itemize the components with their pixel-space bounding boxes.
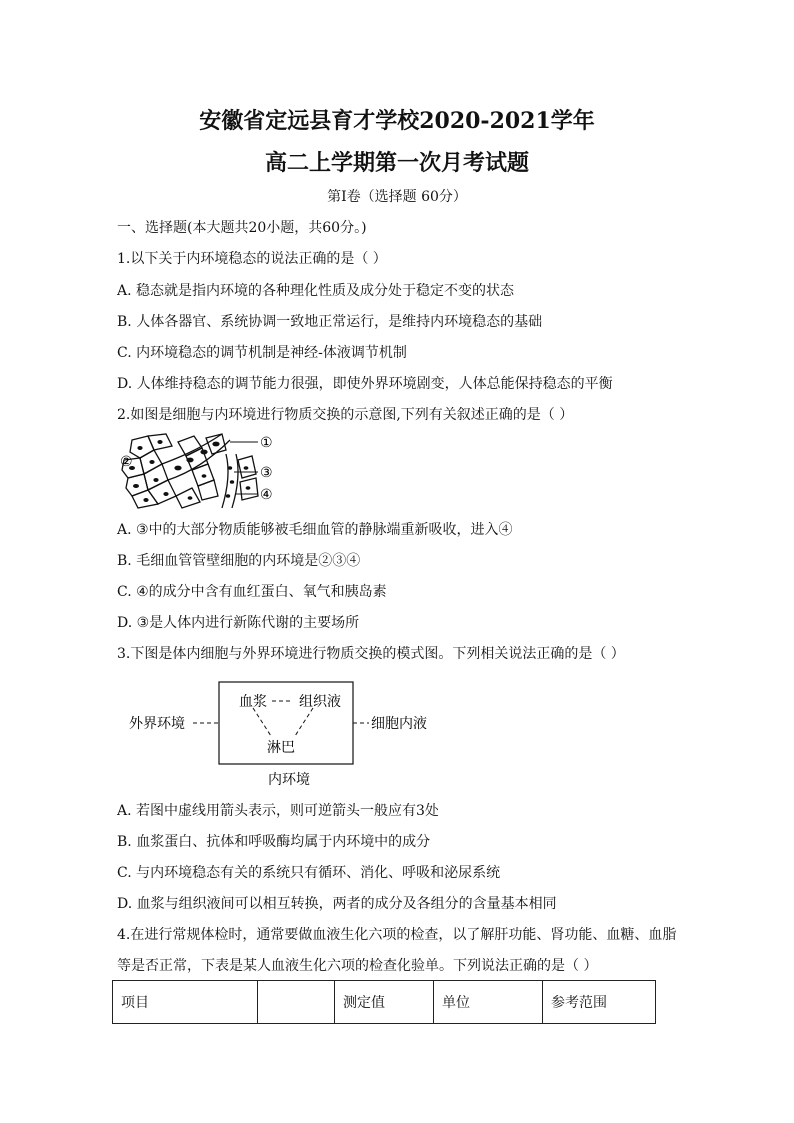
section-heading: 一、选择题(本大题共20小题，共60分。) xyxy=(117,220,367,236)
cell-exchange-figure xyxy=(118,430,278,512)
table-header-blank xyxy=(258,981,335,1024)
question-4-stem-line2: 等是否正常，下表是某人血液生化六项的检查化验单。下列说法正确的是（ ） xyxy=(117,958,598,974)
table-header-unit: 单位 xyxy=(434,981,543,1024)
diagram-plasma: 血浆 xyxy=(239,694,267,710)
diagram-intracellular-fluid: 细胞内液 xyxy=(371,716,427,732)
figure-label-3: ③ xyxy=(260,465,273,481)
question-2-option-b: B. 毛细血管管壁细胞的内环境是②③④ xyxy=(117,553,361,569)
diagram-external-environment: 外界环境 xyxy=(129,716,185,732)
diagram-caption: 内环境 xyxy=(268,772,310,788)
document-title-line1: 安徽省定远县育才学校2020-2021学年 xyxy=(199,108,595,134)
question-4-stem-line1: 4.在进行常规体检时，通常要做血液生化六项的检查，以了解肝功能、肾功能、血糖、血脂 xyxy=(117,927,677,943)
question-3-option-a: A. 若图中虚线用箭头表示，则可逆箭头一般应有3处 xyxy=(117,803,439,819)
document-title-line2: 高二上学期第一次月考试题 xyxy=(264,150,529,176)
blood-test-table xyxy=(112,980,656,1024)
figure-label-2: ② xyxy=(120,454,133,470)
table-header-row xyxy=(113,981,656,1024)
table-header-item: 项目 xyxy=(113,981,258,1024)
figure-label-4: ④ xyxy=(260,487,273,503)
diagram-tissue-fluid: 组织液 xyxy=(299,694,341,710)
question-2-option-a: A. ③中的大部分物质能够被毛细血管的静脉端重新吸收，进入④ xyxy=(117,522,513,538)
volume-heading: 第Ⅰ卷（选择题 60分） xyxy=(327,189,467,205)
question-2-stem: 2.如图是细胞与内环境进行物质交换的示意图,下列有关叙述正确的是（ ） xyxy=(117,407,574,423)
question-2-option-c: C. ④的成分中含有血红蛋白、氧气和胰岛素 xyxy=(117,584,387,600)
question-3-option-c: C. 与内环境稳态有关的系统只有循环、消化、呼吸和泌尿系统 xyxy=(117,865,501,881)
question-1-option-a: A. 稳态就是指内环境的各种理化性质及成分处于稳定不变的状态 xyxy=(117,283,515,299)
table-header-reference-range: 参考范围 xyxy=(543,981,656,1024)
question-3-option-b: B. 血浆蛋白、抗体和呼吸酶均属于内环境中的成分 xyxy=(117,834,431,850)
internal-environment-diagram xyxy=(125,676,445,794)
diagram-lymph: 淋巴 xyxy=(267,740,295,756)
table-header-measured-value: 测定值 xyxy=(335,981,434,1024)
question-1-stem: 1.以下关于内环境稳态的说法正确的是（ ） xyxy=(117,251,387,267)
question-3-stem: 3.下图是体内细胞与外界环境进行物质交换的模式图。下列相关说法正确的是（ ） xyxy=(117,646,625,662)
figure-label-1: ① xyxy=(260,435,273,451)
question-1-option-c: C. 内环境稳态的调节机制是神经-体液调节机制 xyxy=(117,345,407,361)
question-2-option-d: D. ③是人体内进行新陈代谢的主要场所 xyxy=(117,615,360,631)
question-1-option-b: B. 人体各器官、系统协调一致地正常运行，是维持内环境稳态的基础 xyxy=(117,314,543,330)
question-1-option-d: D. 人体维持稳态的调节能力很强，即使外界环境剧变，人体总能保持稳态的平衡 xyxy=(117,376,613,392)
question-3-option-d: D. 血浆与组织液间可以相互转换，两者的成分及各组分的含量基本相同 xyxy=(117,896,557,912)
